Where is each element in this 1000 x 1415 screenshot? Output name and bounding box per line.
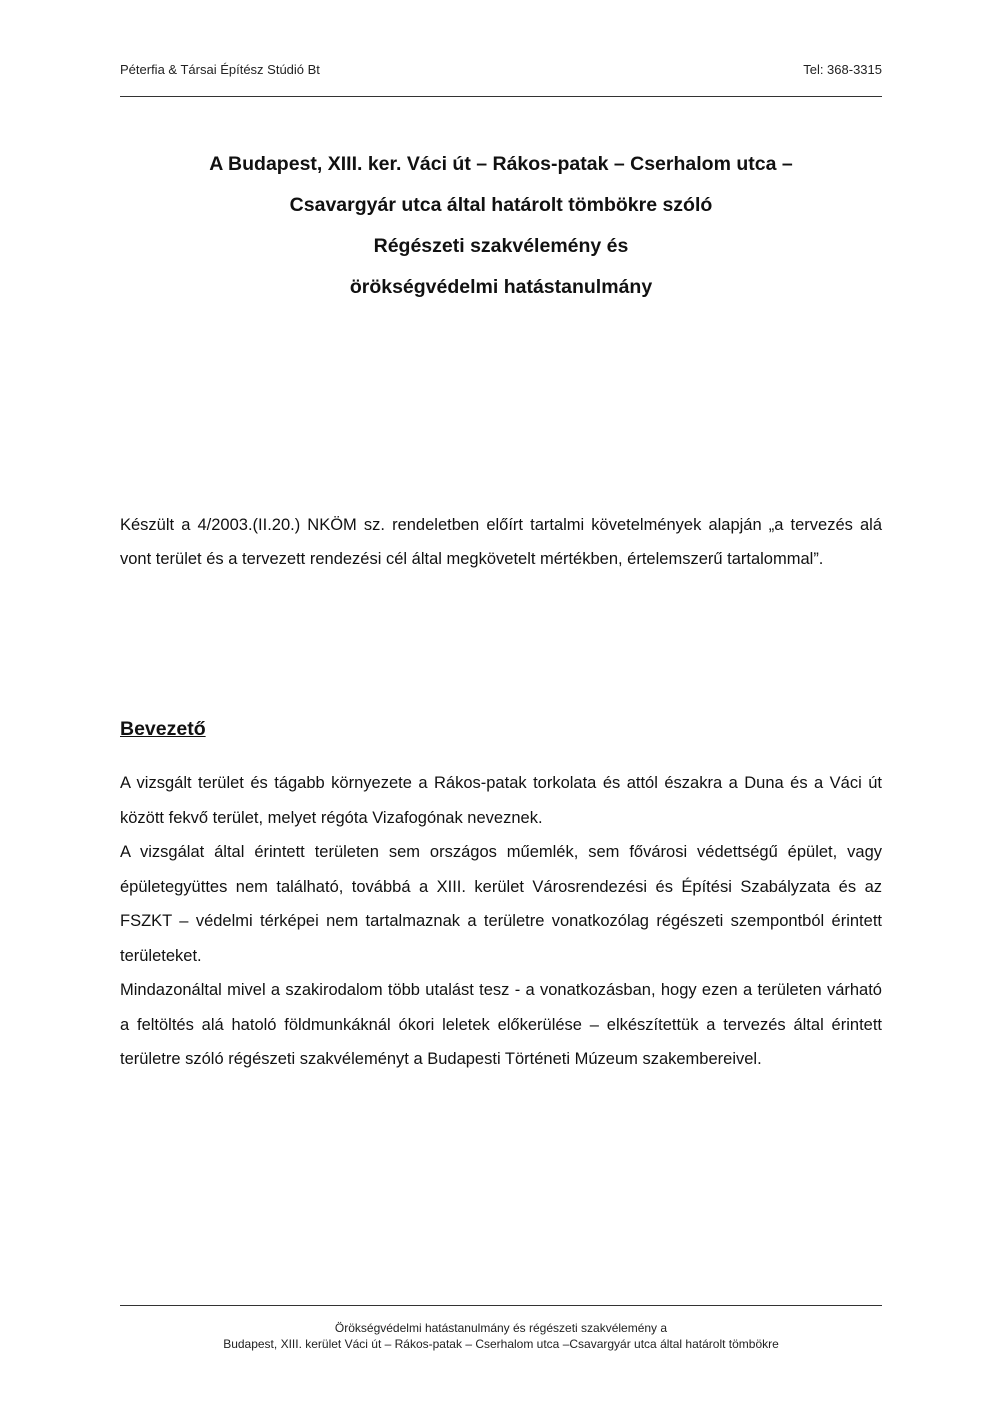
footer-line-2: Budapest, XIII. kerület Váci út – Rákos-patak – Cserhalom utca –Csavargyár utca által határolt tömbökre xyxy=(223,1337,779,1351)
footer-divider xyxy=(120,1305,882,1306)
phone-number: Tel: 368-3315 xyxy=(803,62,882,77)
title-line-4: örökségvédelmi hatástanulmány xyxy=(349,276,653,298)
document-title xyxy=(120,144,882,308)
header-divider xyxy=(120,96,882,97)
intro-body xyxy=(120,766,882,1077)
preparation-note-text: Készült a 4/2003.(II.20.) NKÖM sz. rendeletben előírt tartalmi követelmények alapján „a tervezés alá vont terület és a tervezett rendezési cél által megkövetelt mértékben, értelemszerű tartalommal”. xyxy=(120,516,882,568)
company-name: Péterfia & Társai Építész Stúdió Bt xyxy=(120,62,320,77)
title-line-2: Csavargyár utca által határolt tömbökre szóló xyxy=(289,194,713,216)
page-footer xyxy=(120,1320,882,1352)
intro-paragraph-3: Mindazonáltal mivel a szakirodalom több utalást tesz - a vonatkozásban, hogy ezen a területen várható a feltöltés alá hatoló földmunkáknál ókori leletek előkerülése – elkészítettük a tervezés által érintett területre szóló régészeti szakvéleményt a Budapesti Történeti Múzeum szakembereivel. xyxy=(120,981,882,1068)
title-line-3: Régészeti szakvélemény és xyxy=(373,235,629,257)
preparation-note xyxy=(120,508,882,576)
page-header xyxy=(120,62,882,82)
section-heading-intro: Bevezető xyxy=(120,718,206,740)
intro-paragraph-2: A vizsgálat által érintett területen sem országos műemlék, sem fővárosi védettségű épület, vagy épületegyüttes nem található, továbbá a XIII. kerület Városrendezési és Építési Szabályzata és az FSZKT – védelmi térképei nem tartalmaznak a területre vonatkozólag régészeti szempontból érintett területeket. xyxy=(120,843,882,965)
footer-line-1: Örökségvédelmi hatástanulmány és régészeti szakvélemény a xyxy=(334,1321,668,1335)
intro-paragraph-1: A vizsgált terület és tágabb környezete a Rákos-patak torkolata és attól északra a Duna és a Váci út között fekvő terület, melyet régóta Vizafogónak neveznek. xyxy=(120,774,882,827)
title-line-1: A Budapest, XIII. ker. Váci út – Rákos-patak – Cserhalom utca – xyxy=(209,153,793,175)
